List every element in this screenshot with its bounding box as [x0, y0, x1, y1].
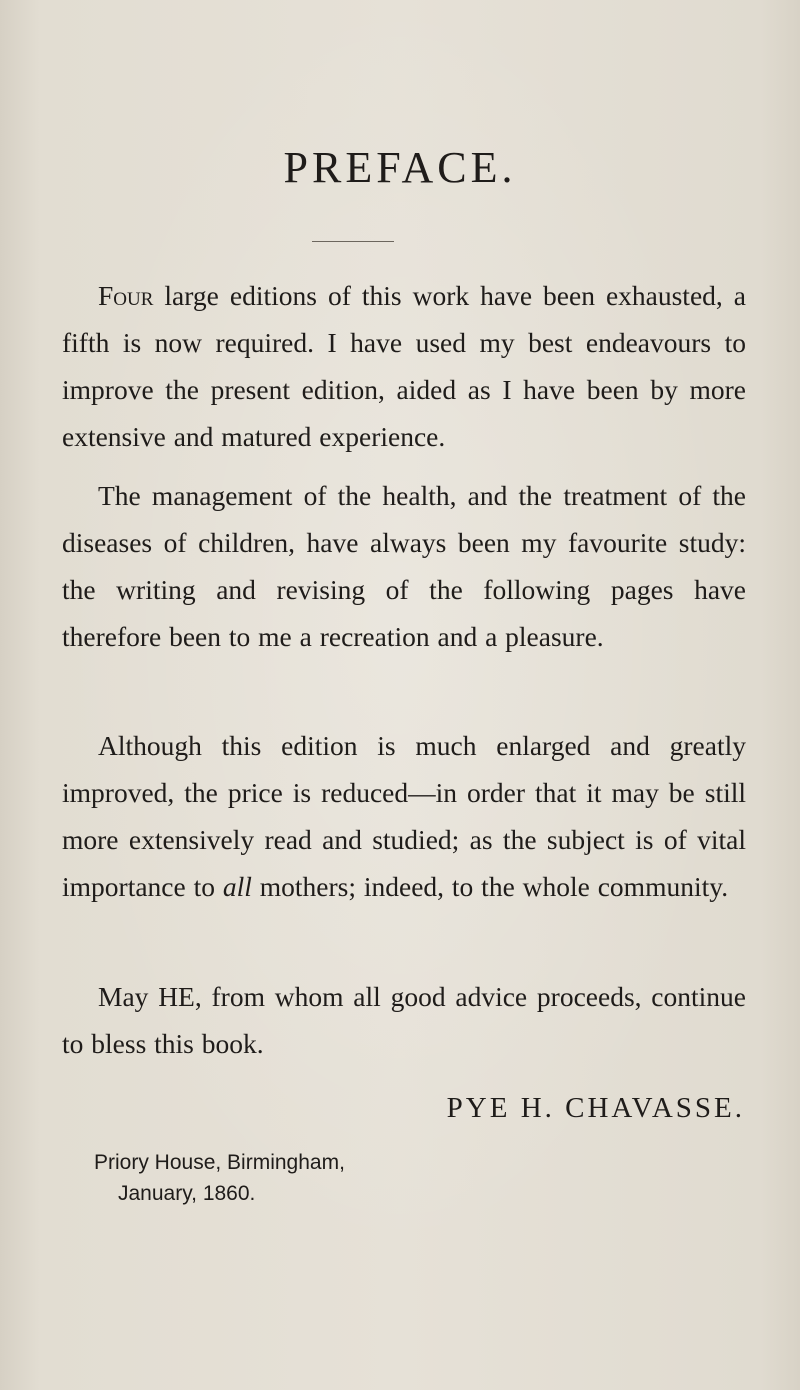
paragraph-text: mothers; indeed, to the whole community.	[251, 871, 729, 902]
emphasis-text: all	[222, 871, 252, 902]
preface-paragraph-3	[62, 722, 746, 910]
author-address	[94, 1147, 345, 1209]
preface-paragraph-1	[62, 272, 746, 460]
paragraph-text: large editions of this work have been exhausted, a fifth is now required. I have used my best endeavours to improve the present edition, aided as I have been by more extensive and matured experience.	[62, 280, 746, 452]
address-line-place: Priory House, Birmingham,	[94, 1151, 345, 1174]
address-line-date: January, 1860.	[118, 1182, 256, 1205]
paragraph-lead-word: Four	[98, 280, 154, 311]
preface-paragraph-4: May HE, from whom all good advice proceeds, continue to bless this book.	[62, 981, 746, 1059]
title-divider	[312, 241, 394, 242]
author-signature: PYE H. CHAVASSE.	[446, 1092, 745, 1124]
preface-paragraph-2: The management of the health, and the treatment of the diseases of children, have always been my favourite study: the writing and revising of the following pages have therefore been to me a recreation and a pleasure.	[62, 480, 746, 652]
page-title: PREFACE.	[283, 143, 517, 192]
paragraph-text: Although this edition is much enlarged and greatly improved, the price is reduced—in order that it may be still more extensively read and studied; as the subject is of vital importance to	[62, 730, 746, 902]
